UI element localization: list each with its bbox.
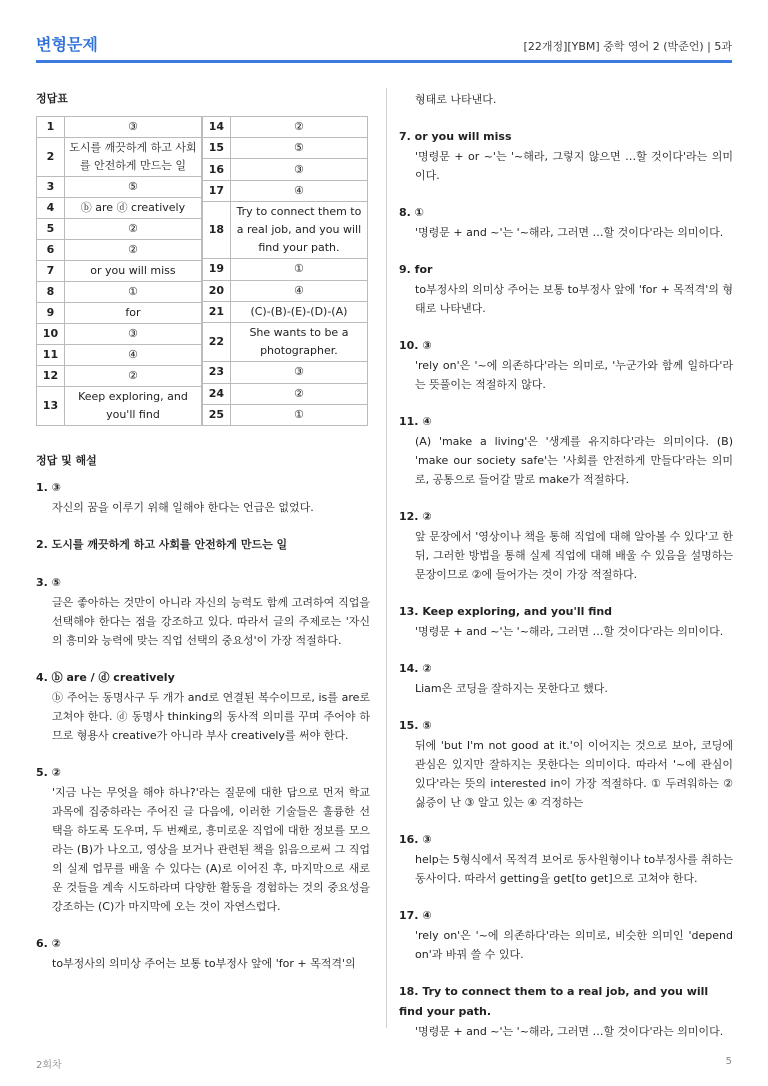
- explanation-body: '명령문 + or ~'는 '~해라, 그렇지 않으면 …할 것이다'라는 의미이다.: [415, 150, 733, 182]
- answer-row: [203, 180, 368, 201]
- explanation-item: [399, 412, 733, 489]
- explanation-heading: 3. ⑤: [36, 576, 61, 589]
- explanation-item: [399, 830, 733, 888]
- explanation-body: 형태로 나타낸다.: [415, 93, 497, 106]
- explanation-heading: 2. 도시를 깨끗하게 하고 사회를 안전하게 만드는 일: [36, 538, 288, 551]
- explanation-item: [399, 906, 733, 964]
- explanation-body: Liam은 코딩을 잘하지는 못한다고 했다.: [415, 682, 608, 695]
- explanation-body: 자신의 꿈을 이루기 위해 일해야 한다는 언급은 없었다.: [52, 501, 314, 514]
- page-title: 변형문제: [36, 35, 98, 54]
- answer-row: [203, 404, 368, 425]
- explanation-heading: 16. ③: [399, 833, 432, 846]
- column-divider: [386, 88, 387, 1028]
- explanation-heading: 11. ④: [399, 415, 432, 428]
- explanation-body: 'rely on'은 '~에 의존하다'라는 의미로, 비슷한 의미인 'depend on'과 바꿔 쓸 수 있다.: [415, 929, 733, 961]
- answer-value: ①: [230, 259, 367, 280]
- answer-number: 3: [37, 177, 65, 198]
- explanation-item: [36, 573, 370, 650]
- footer-page-number: 5: [725, 1056, 732, 1067]
- answer-value: ④: [230, 280, 367, 301]
- explanation-heading: 12. ②: [399, 510, 432, 523]
- answer-number: 19: [203, 259, 231, 280]
- answer-row: [37, 138, 202, 177]
- answer-value: or you will miss: [64, 261, 201, 282]
- answer-number: 1: [37, 117, 65, 138]
- explanation-body: '지금 나는 무엇을 해야 하나?'라는 질문에 대한 답으로 먼저 학교 과목에 집중하라는 주어진 글 다음에, 이러한 기술들은 훌륭한 선택을 하도록 도우며, 두 번째로, 흥미로운 직업에 대한 정보를 모으라는 (B)가 나오고, 영상을 보거나 관련된 책을 읽음으로써 그 직업의 실제 업무를 배울 수 있다는 (A)로 이어진 후, 마지막으로 새로운 것들을 계속 시도하라며 다양한 활동을 경험하는 것의 중요성을 강조하는 (C)가 마지막에 오는 것이 자연스럽다.: [52, 786, 370, 913]
- answer-value: ①: [230, 404, 367, 425]
- left-explanations: [36, 478, 370, 973]
- answer-number: 5: [37, 219, 65, 240]
- answer-row: [203, 117, 368, 138]
- explanation-heading: 14. ②: [399, 662, 432, 675]
- explanations-title: 정답 및 해설: [36, 454, 97, 467]
- answer-row: [203, 201, 368, 259]
- explanation-item: [399, 260, 733, 318]
- answer-row: [203, 322, 368, 361]
- answer-number: 14: [203, 117, 231, 138]
- answer-value: ②: [230, 383, 367, 404]
- answer-number: 10: [37, 324, 65, 345]
- answer-number: 13: [37, 387, 65, 426]
- explanation-item: [399, 982, 733, 1041]
- answer-row: [37, 345, 202, 366]
- explanation-body: to부정사의 의미상 주어는 보통 to부정사 앞에 'for + 목적격'의 형태로 나타낸다.: [415, 283, 733, 315]
- answer-table-right: [202, 116, 368, 426]
- explanation-heading: 18. Try to connect them to a real job, and you will find your path.: [399, 985, 709, 1018]
- explanation-body: 글은 좋아하는 것만이 아니라 자신의 능력도 함께 고려하여 직업을 선택해야 한다는 점을 강조하고 있다. 따라서 글의 주제로는 '자신의 흥미와 능력에 맞는 직업 선택의 중요성'이 가장 적절하다.: [52, 596, 370, 647]
- explanation-body: help는 5형식에서 목적격 보어로 동사원형이나 to부정사를 취하는 동사이다. 따라서 getting을 get[to get]으로 고쳐야 한다.: [415, 853, 733, 885]
- explanation-body: ⓑ 주어는 동명사구 두 개가 and로 연결된 복수이므로, is를 are로 고쳐야 한다. ⓓ 동명사 thinking의 동사적 의미를 꾸며 주어야 하므로 형용사 creative가 아니라 부사 creatively를 써야 한다.: [52, 691, 370, 742]
- answer-value: ⑤: [64, 177, 201, 198]
- explanation-body: 앞 문장에서 '영상이나 책을 통해 직업에 대해 알아볼 수 있다'고 한 뒤, 그러한 방법을 통해 실제 직업에 대해 배울 수 있음을 설명하는 문장이므로 ②에 들어가는 것이 가장 적절하다.: [415, 530, 733, 581]
- answer-value: ②: [230, 117, 367, 138]
- explanation-item: [399, 127, 733, 185]
- answer-row: [37, 282, 202, 303]
- answer-number: 11: [37, 345, 65, 366]
- answer-row: [37, 177, 202, 198]
- explanation-item: [399, 203, 733, 242]
- explanation-body: '명령문 + and ~'는 '~해라, 그러면 …할 것이다'라는 의미이다.: [415, 1025, 724, 1038]
- explanation-heading: 13. Keep exploring, and you'll find: [399, 605, 613, 618]
- answer-number: 23: [203, 362, 231, 383]
- answer-number: 4: [37, 198, 65, 219]
- answer-value: ③: [230, 362, 367, 383]
- answer-row: [203, 138, 368, 159]
- answer-number: 2: [37, 138, 65, 177]
- answer-number: 18: [203, 201, 231, 259]
- answer-row: [37, 117, 202, 138]
- answer-number: 9: [37, 303, 65, 324]
- explanation-item: [399, 336, 733, 394]
- explanation-item: [399, 602, 733, 641]
- right-explanations: [399, 90, 733, 1041]
- answer-value: ②: [64, 366, 201, 387]
- explanation-item: [36, 763, 370, 916]
- answer-value: ③: [64, 117, 201, 138]
- explanation-heading: 15. ⑤: [399, 719, 432, 732]
- answer-row: [37, 324, 202, 345]
- answer-row: [203, 280, 368, 301]
- answer-number: 8: [37, 282, 65, 303]
- answer-row: [37, 219, 202, 240]
- explanation-item: [36, 535, 370, 555]
- answer-row: [203, 362, 368, 383]
- answer-row: [37, 198, 202, 219]
- answer-value: ②: [64, 240, 201, 261]
- answer-row: [37, 261, 202, 282]
- answer-number: 7: [37, 261, 65, 282]
- answer-value: for: [64, 303, 201, 324]
- answer-row: [37, 366, 202, 387]
- explanation-body: '명령문 + and ~'는 '~해라, 그러면 …할 것이다'라는 의미이다.: [415, 625, 724, 638]
- answer-row: [203, 159, 368, 180]
- header-rule: [36, 60, 732, 63]
- answer-value: (C)-(B)-(E)-(D)-(A): [230, 301, 367, 322]
- explanation-heading: 10. ③: [399, 339, 432, 352]
- right-column: [399, 90, 733, 1059]
- answer-table-left: [36, 116, 202, 426]
- answer-value: Try to connect them to a real job, and you will find your path.: [230, 201, 367, 259]
- answer-row: [203, 259, 368, 280]
- answer-row: [37, 240, 202, 261]
- answer-row: [203, 383, 368, 404]
- answer-table: [36, 116, 370, 426]
- answer-value: ④: [64, 345, 201, 366]
- explanation-heading: 1. ③: [36, 481, 61, 494]
- answer-row: [203, 301, 368, 322]
- explanation-heading: 5. ②: [36, 766, 61, 779]
- answer-number: 22: [203, 322, 231, 361]
- explanation-heading: 17. ④: [399, 909, 432, 922]
- explanation-heading: 6. ②: [36, 937, 61, 950]
- answer-value: Keep exploring, and you'll find: [64, 387, 201, 426]
- answer-table-title: 정답표: [36, 92, 68, 105]
- explanation-heading: 7. or you will miss: [399, 130, 512, 143]
- explanation-heading: 8. ①: [399, 206, 424, 219]
- left-column: [36, 90, 370, 991]
- explanation-item: [36, 478, 370, 517]
- answer-number: 24: [203, 383, 231, 404]
- explanation-item: [399, 716, 733, 812]
- answer-number: 21: [203, 301, 231, 322]
- answer-value: 도시를 깨끗하게 하고 사회를 안전하게 만드는 일: [64, 138, 201, 177]
- answer-number: 16: [203, 159, 231, 180]
- explanation-heading: 9. for: [399, 263, 433, 276]
- explanation-item: [399, 90, 733, 109]
- answer-row: [37, 387, 202, 426]
- explanation-item: [36, 934, 370, 973]
- explanation-item: [399, 507, 733, 584]
- answer-value: ⑤: [230, 138, 367, 159]
- answer-value: ⓑ are ⓓ creatively: [64, 198, 201, 219]
- explanation-heading: 4. ⓑ are / ⓓ creatively: [36, 671, 175, 684]
- answer-number: 17: [203, 180, 231, 201]
- answer-row: [37, 303, 202, 324]
- answer-number: 15: [203, 138, 231, 159]
- explanation-body: 뒤에 'but I'm not good at it.'이 이어지는 것으로 보아, 코딩에 관심은 있지만 잘하지는 못한다는 의미이다. 따라서 '~에 관심이 있다'라는 뜻의 interested in이 가장 적절하다. ① 두려워하는 ② 싫증이 난 ③ 알고 있는 ④ 걱정하는: [415, 739, 733, 809]
- answer-value: ③: [230, 159, 367, 180]
- explanation-item: [36, 668, 370, 745]
- explanation-item: [399, 659, 733, 698]
- answer-number: 6: [37, 240, 65, 261]
- answer-value: ④: [230, 180, 367, 201]
- explanation-body: (A) 'make a living'은 '생계를 유지하다'라는 의미이다. (B) 'make our society safe'는 '사회를 안전하게 만들다'라는 의미로, 공통으로 들어갈 말로 make가 적절하다.: [415, 435, 733, 486]
- explanation-body: 'rely on'은 '~에 의존하다'라는 의미로, '누군가와 함께 일하다'라는 뜻풀이는 적절하지 않다.: [415, 359, 733, 391]
- header-info: [22개정][YBM] 중학 영어 2 (박준언) | 5과: [523, 40, 732, 53]
- footer-round: 2회차: [36, 1060, 62, 1071]
- answer-number: 12: [37, 366, 65, 387]
- explanation-body: to부정사의 의미상 주어는 보통 to부정사 앞에 'for + 목적격'의: [52, 957, 356, 970]
- answer-value: ①: [64, 282, 201, 303]
- explanation-body: '명령문 + and ~'는 '~해라, 그러면 …할 것이다'라는 의미이다.: [415, 226, 724, 239]
- answer-value: ②: [64, 219, 201, 240]
- answer-number: 25: [203, 404, 231, 425]
- answer-value: ③: [64, 324, 201, 345]
- answer-number: 20: [203, 280, 231, 301]
- answer-value: She wants to be a photographer.: [230, 322, 367, 361]
